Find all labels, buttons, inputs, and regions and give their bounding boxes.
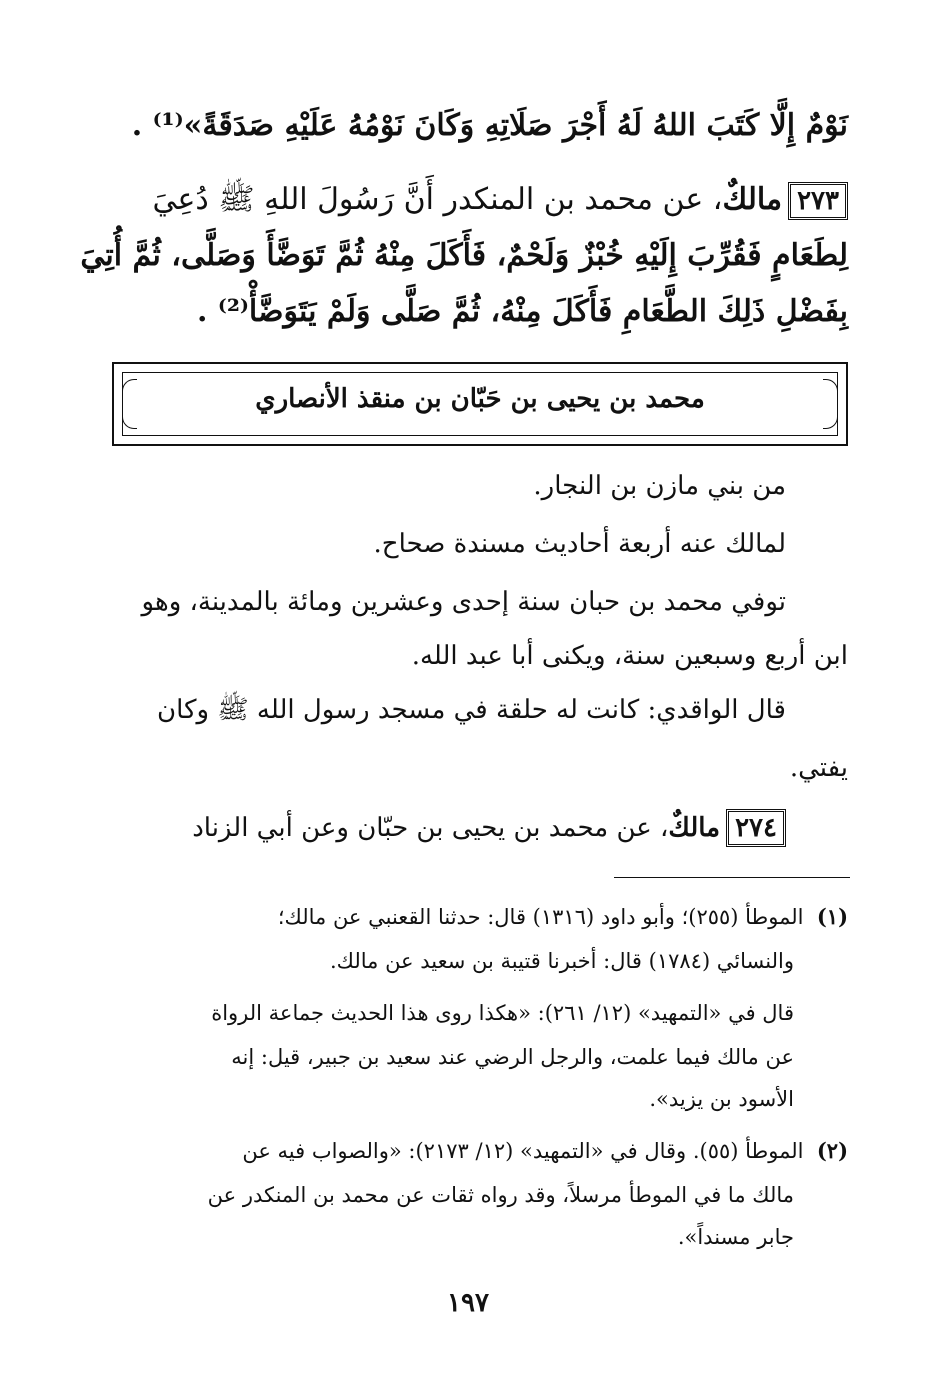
footnote-text: الموطأ (٢٥٥)؛ وأبو داود (١٣١٦) قال: حدثنا القعنبي عن مالك؛ [277, 905, 804, 929]
hadith-continuation-line: نَوْمٌ إِلَّا كَتَبَ اللهُ لَهُ أَجْرَ صَلَاتِهِ وَكَانَ نَوْمُهُ عَلَيْهِ صَدَقَةً»⁽¹⁾ . [131, 108, 848, 143]
hadith-273-line-2: لِطَعَامٍ فَقُرِّبَ إِلَيْهِ خُبْزٌ وَلَحْمٌ، فَأَكَلَ مِنْهُ ثُمَّ تَوَضَّأَ وَصَلَّى، ثُمَّ أُتِيَ [80, 238, 848, 273]
footnote-2-line-2: مالك ما في الموطأ مرسلاً، وقد رواه ثقات عن محمد بن المنكدر عن [207, 1183, 794, 1207]
footnote-marker: (١) [816, 904, 848, 929]
hadith-narrator: مالكٌ [668, 813, 721, 843]
footnote-2-line-3: جابر مسنداً». [677, 1225, 794, 1249]
hadith-274-line-1 [192, 808, 786, 848]
footnote-2-line-1 [242, 1134, 848, 1168]
hadith-number-badge: ٢٧٤ [726, 809, 786, 847]
footnote-text: الموطأ (٥٥). وقال في «التمهيد» (١٢/ ٢١٧٣): «والصواب فيه عن [242, 1139, 804, 1163]
hadith-text: ، عن محمد بن يحيى بن حبّان وعن أبي الزناد [192, 813, 669, 843]
page-number: ١٩٧ [447, 1288, 489, 1318]
footnote-marker: (٢) [816, 1138, 848, 1163]
bio-line-3: توفي محمد بن حبان سنة إحدى وعشرين ومائة بالمدينة، وهو [141, 587, 786, 617]
footnote-1-line-3: قال في «التمهيد» (١٢/ ٢٦١): «هكذا روى هذا الحديث جماعة الرواة [211, 1001, 794, 1025]
footnote-divider [614, 877, 850, 878]
bio-line-1: من بني مازن بن النجار. [533, 471, 786, 501]
bio-line-5: قال الواقدي: كانت له حلقة في مسجد رسول الله ﷺ وكان [157, 695, 786, 725]
bio-line-6: يفتي. [789, 753, 848, 783]
hadith-text: ، عن محمد بن المنكدر أَنَّ رَسُولَ اللهِ ﷺ دُعِيَ [152, 182, 723, 217]
footnote-1-line-4: عن مالك فيما علمت، والرجل الرضي عند سعيد بن جبير، قيل: إنه [231, 1045, 794, 1069]
section-title-frame [112, 362, 848, 446]
section-title: محمد بن يحيى بن حَبّان بن منقذ الأنصاري [255, 384, 705, 414]
hadith-273-line-1 [153, 178, 848, 222]
footnote-1-line-5: الأسود بن يزيد». [649, 1087, 794, 1111]
bio-line-2: لمالك عنه أربعة أحاديث مسندة صحاح. [373, 529, 786, 559]
hadith-number-badge: ٢٧٣ [788, 182, 848, 220]
bio-line-4: ابن أربع وسبعين سنة، ويكنى أبا عبد الله. [411, 641, 848, 671]
footnote-1-line-1 [278, 900, 848, 934]
hadith-273-line-3: بِفَضْلِ ذَلِكَ الطَّعَامِ فَأَكَلَ مِنْهُ، ثُمَّ صَلَّى وَلَمْ يَتَوَضَّأْ⁽²⁾ . [197, 294, 848, 329]
hadith-narrator: مالكٌ [722, 182, 783, 217]
footnote-1-line-2: والنسائي (١٧٨٤) قال: أخبرنا قتيبة بن سعيد عن مالك. [329, 949, 794, 973]
